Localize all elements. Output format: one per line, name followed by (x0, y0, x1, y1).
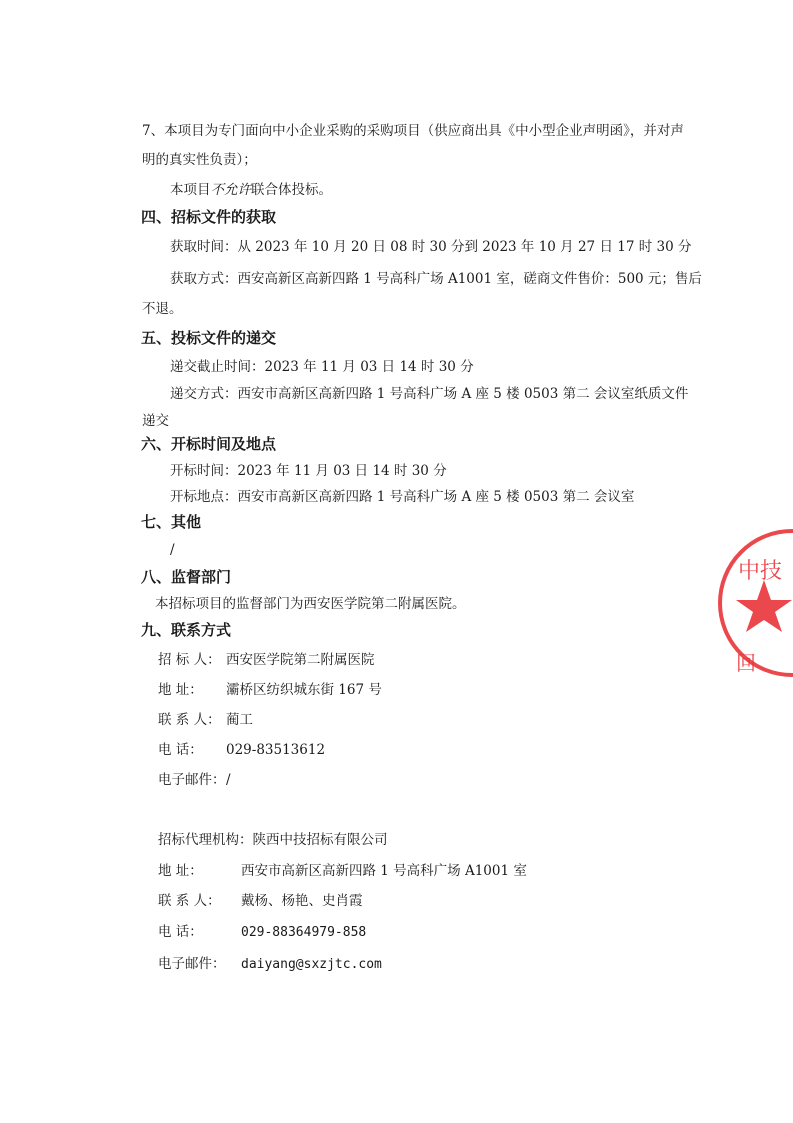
agency-address-row (158, 861, 527, 881)
tenderer-email-row (158, 770, 231, 790)
consortium-emphasis: 不允许 (210, 182, 251, 198)
agency-phone-row (158, 922, 366, 943)
agency-contact-value: 戴杨、杨艳、史肖霞 (241, 893, 363, 909)
seal-text-top: 中技 (738, 559, 783, 584)
section5-heading: 五、投标文件的递交 (141, 329, 277, 347)
section5-method-line2: 递交 (142, 413, 169, 429)
consortium-suffix: 联合体投标。 (251, 182, 332, 198)
section7-heading: 七、其他 (141, 513, 202, 531)
agency-name-row (158, 830, 388, 850)
seal-star (736, 580, 792, 632)
section5-method-line1: 递交方式：西安市高新区高新四路 1 号高科广场 A 座 5 楼 0503 第二 会议室纸质文件 (170, 386, 689, 402)
seal-icon (712, 520, 793, 690)
agency-address-value: 西安市高新区高新四路 1 号高科广场 A1001 室 (241, 863, 527, 879)
tenderer-address-row (158, 680, 382, 700)
company-seal (712, 520, 793, 690)
tenderer-contact-row (158, 710, 253, 730)
tenderer-contact-value: 蔺工 (226, 712, 253, 728)
section8-heading: 八、监督部门 (141, 568, 232, 586)
tenderer-name-label: 招 标 人： (158, 652, 221, 668)
agency-contact-label: 联 系 人： (158, 893, 221, 909)
tenderer-phone-value: 029-83513612 (226, 742, 326, 758)
section4-time: 获取时间：从 2023 年 10 月 20 日 08 时 30 分到 2023 年 10 月 27 日 17 时 30 分 (170, 239, 692, 255)
agency-address-label: 地 址： (158, 863, 203, 879)
agency-name-label: 招标代理机构： (158, 832, 253, 848)
tenderer-email-label: 电子邮件： (158, 772, 226, 788)
section4-method-line1: 获取方式：西安高新区高新四路 1 号高科广场 A1001 室，磋商文件售价：500 元；售后 (170, 271, 702, 287)
agency-email-row (158, 954, 382, 975)
section8-content: 本招标项目的监督部门为西安医学院第二附属医院。 (155, 596, 466, 612)
section9-heading: 九、联系方式 (141, 621, 232, 639)
section6-time: 开标时间：2023 年 11 月 03 日 14 时 30 分 (170, 463, 447, 479)
section4-heading: 四、招标文件的获取 (141, 208, 277, 226)
tenderer-phone-label: 电 话： (158, 742, 203, 758)
agency-email-value: daiyang@sxzjtc.com (241, 957, 382, 972)
section7-content: / (170, 542, 175, 558)
agency-contact-row (158, 891, 363, 911)
agency-name-value: 陕西中技招标有限公司 (252, 832, 388, 848)
tenderer-address-label: 地 址： (158, 682, 203, 698)
tenderer-phone-row (158, 740, 325, 760)
tenderer-contact-label: 联 系 人： (158, 712, 221, 728)
agency-phone-value: 029-88364979-858 (241, 925, 367, 940)
tenderer-name-value: 西安医学院第二附属医院 (226, 652, 375, 668)
consortium-prefix: 本项目 (170, 182, 211, 198)
item7-line1: 7、本项目为专门面向中小企业采购的采购项目（供应商出具《中小型企业声明函》，并对声 (142, 123, 684, 139)
section4-method-line2: 不退。 (142, 301, 183, 317)
tenderer-name-row (158, 650, 375, 670)
section6-heading: 六、开标时间及地点 (141, 435, 277, 453)
section5-deadline: 递交截止时间：2023 年 11 月 03 日 14 时 30 分 (170, 359, 474, 375)
agency-email-label: 电子邮件： (158, 956, 226, 972)
agency-phone-label: 电 话： (158, 924, 203, 940)
tenderer-address-value: 灞桥区纺织城东街 167 号 (226, 682, 382, 698)
seal-text-bottom: 回 (736, 651, 756, 675)
item7-line2: 明的真实性负责）； (142, 152, 257, 168)
tenderer-email-value: / (226, 772, 231, 788)
consortium-line (170, 180, 332, 200)
section6-place: 开标地点：西安市高新区高新四路 1 号高科广场 A 座 5 楼 0503 第二 会议室 (170, 489, 635, 505)
